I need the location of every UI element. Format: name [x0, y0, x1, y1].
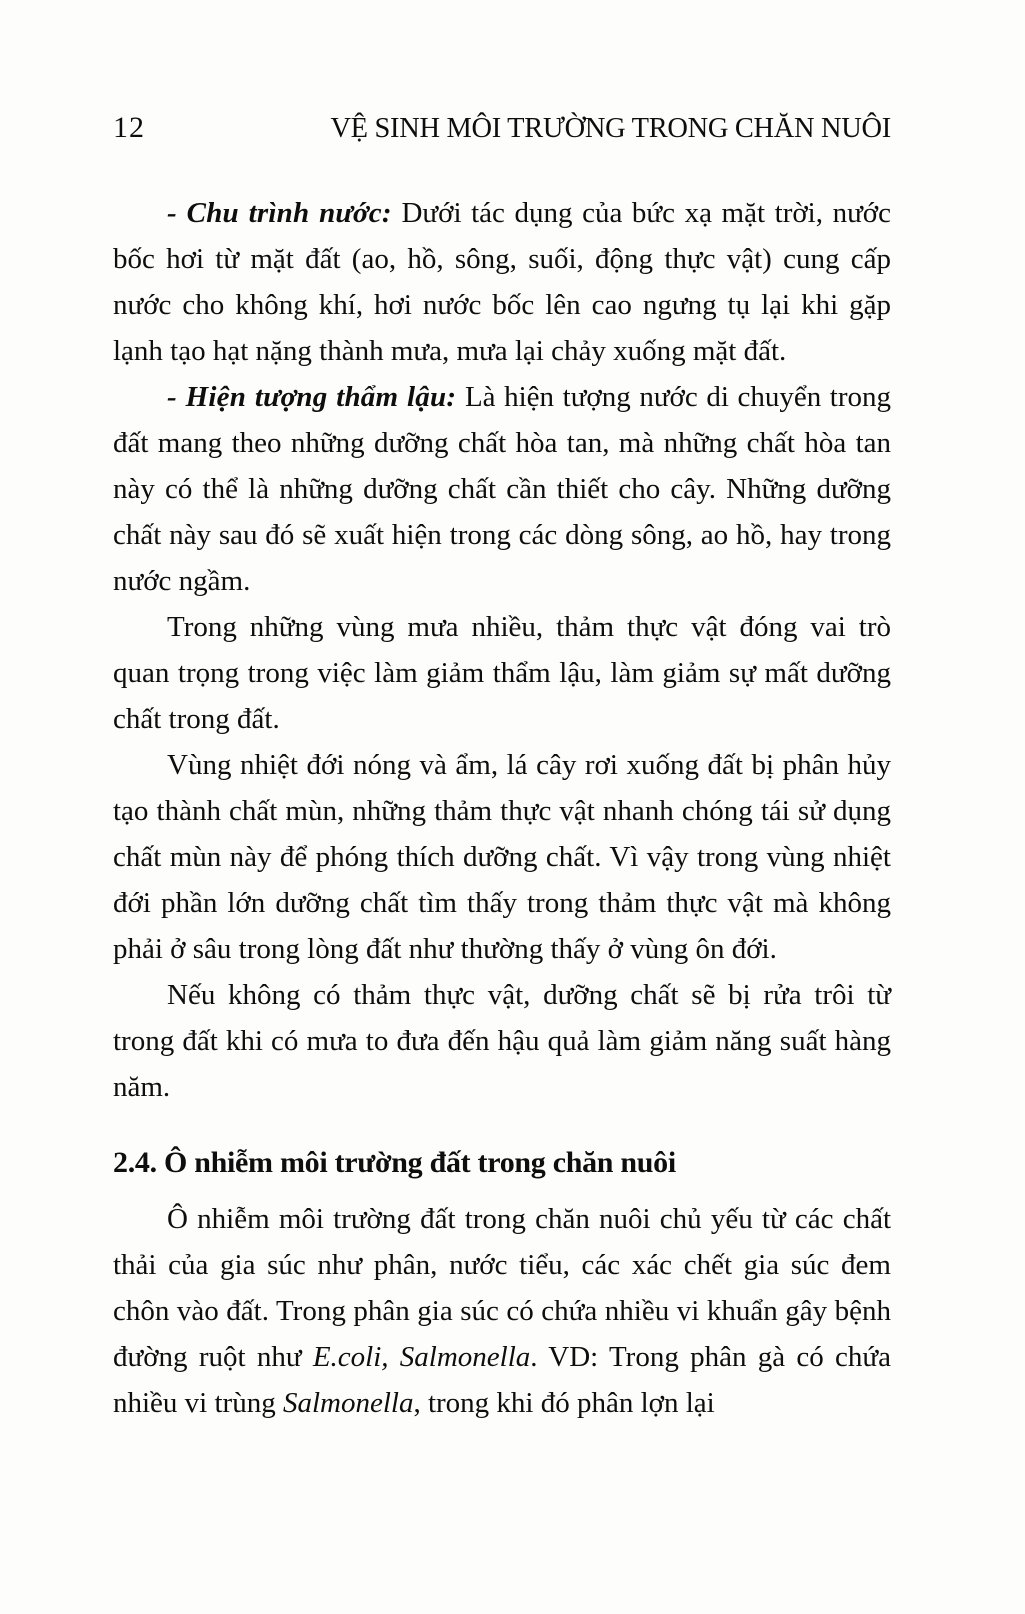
paragraph	[113, 972, 891, 1110]
section-heading	[113, 1140, 891, 1186]
text-segment-bold: 2.4. Ô nhiễm môi trường đất trong chăn nuôi	[113, 1146, 676, 1179]
paragraph	[113, 374, 891, 604]
text-segment-normal: Là hiện tượng nước di chuyển trong đất mang theo những dưỡng chất hòa tan, mà những chất hòa tan này có thể là những dưỡng chất cần thiết cho cây. Những dưỡng chất này sau đó sẽ xuất hiện trong các dòng sông, ao hồ, hay trong nước ngầm.	[113, 381, 891, 597]
text-segment-italic: E.coli, Salmonella	[312, 1341, 531, 1373]
text-segment-bold-italic: - Hiện tượng thẩm lậu:	[167, 381, 465, 413]
text-segment-normal: Ô nhiễm môi trường đất trong chăn nuôi chủ yếu từ các chất thải của gia súc như phân, nước tiểu, các xác chết gia súc đem chôn vào đất. Trong phân gia súc có chứa nhiều vi khuẩn gây bệnh đường ruột như	[113, 1203, 891, 1373]
text-segment-normal: Nếu không có thảm thực vật, dưỡng chất sẽ bị rửa trôi từ trong đất khi có mưa to đưa đến hậu quả làm giảm năng suất hàng năm.	[113, 979, 891, 1103]
paragraph	[113, 1196, 891, 1426]
text-segment-normal: Trong những vùng mưa nhiều, thảm thực vật đóng vai trò quan trọng trong việc làm giảm thẩm lậu, làm giảm sự mất dưỡng chất trong đất.	[113, 611, 891, 735]
text-segment-normal: Vùng nhiệt đới nóng và ẩm, lá cây rơi xuống đất bị phân hủy tạo thành chất mùn, những thảm thực vật nhanh chóng tái sử dụng chất mùn này để phóng thích dưỡng chất. Vì vậy trong vùng nhiệt đới phần lớn dưỡng chất tìm thấy trong thảm thực vật mà không phải ở sâu trong lòng đất như thường thấy ở vùng ôn đới.	[113, 749, 891, 965]
text-segment-normal: , trong khi đó phân lợn lại	[413, 1387, 715, 1419]
text-segment-italic: Salmonella	[282, 1387, 414, 1419]
page-number: 12	[113, 111, 145, 144]
paragraph	[113, 742, 891, 972]
paragraph	[113, 604, 891, 742]
running-header	[113, 110, 891, 146]
paragraph	[113, 190, 891, 374]
text-segment-normal: . VD: Trong phân gà có chứa nhiều vi trùng	[113, 1341, 891, 1419]
running-title: VỆ SINH MÔI TRƯỜNG TRONG CHĂN NUÔI	[330, 112, 891, 144]
page-body	[113, 190, 891, 1426]
text-segment-bold-italic: - Chu trình nước:	[167, 197, 402, 229]
text-segment-normal: Dưới tác dụng của bức xạ mặt trời, nước bốc hơi từ mặt đất (ao, hồ, sông, suối, động thực vật) cung cấp nước cho không khí, hơi nước bốc lên cao ngưng tụ lại khi gặp lạnh tạo hạt nặng thành mưa, mưa lại chảy xuống mặt đất.	[113, 197, 892, 367]
